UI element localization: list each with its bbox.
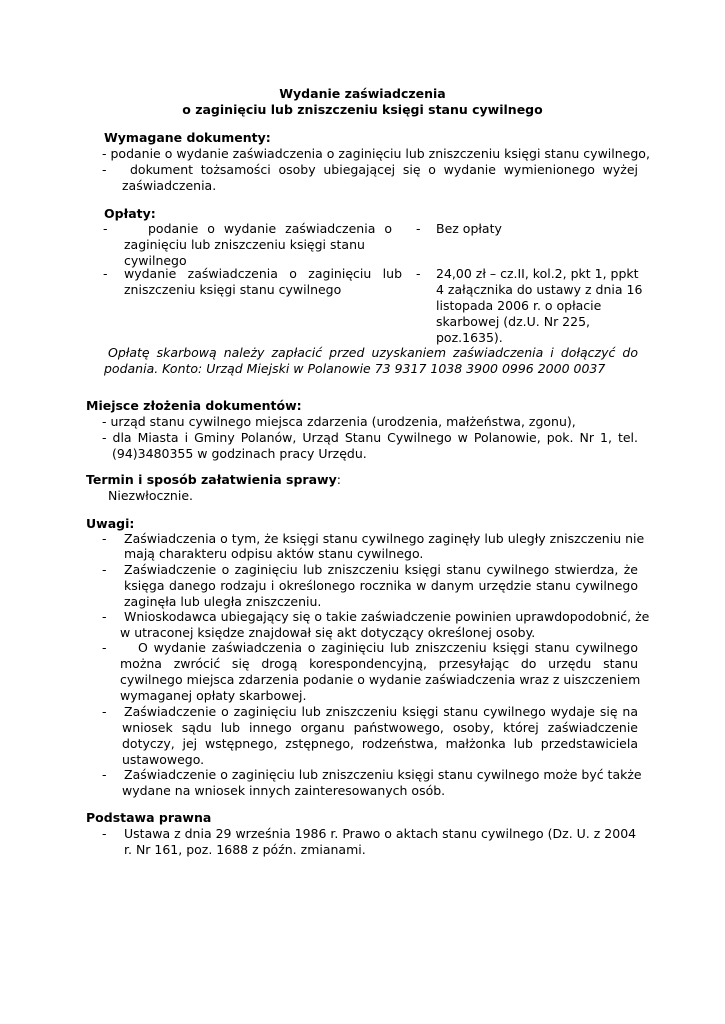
list-dash: - [103, 266, 108, 281]
note-3-line-2: w utraconej księdze znajdował się akt dotyczący określonej osoby. [120, 625, 536, 640]
required-doc-item-1: - podanie o wydanie zaświadczenia o zaginięciu lub zniszczeniu księgi stanu cywilnego, [102, 146, 650, 161]
list-dash: - [102, 562, 107, 577]
term-heading-text: Termin i sposób załatwienia sprawy [86, 472, 337, 487]
note-1-line-2: mają charakteru odpisu aktów stanu cywilnego. [124, 546, 424, 561]
title-line-2: o zaginięciu lub zniszczeniu księgi stanu cywilnego [182, 102, 543, 117]
place-item-1: - urząd stanu cywilnego miejsca zdarzenia (urodzenia, małżeństwa, zgonu), [102, 414, 576, 429]
note-6-line-1: Zaświadczenie o zaginięciu lub zniszczeniu księgi stanu cywilnego może być także [124, 767, 642, 782]
list-dash: - [102, 704, 107, 719]
fees-heading: Opłaty: [104, 206, 156, 221]
required-doc-item-2-line-1: dokument tożsamości osoby ubiegającej się o wydanie wymienionego wyżej [130, 162, 638, 177]
note-5-line-2: wniosek sądu lub innego organu państwowego, osoby, której zaświadczenie [122, 720, 638, 735]
term-heading-colon: : [336, 472, 341, 487]
place-heading: Miejsce złożenia dokumentów: [86, 398, 302, 413]
fee-row-1-desc-line-3: cywilnego [124, 253, 187, 268]
fee-row-2-desc-line-2: zniszczeniu księgi stanu cywilnego [124, 282, 342, 297]
note-1-line-1: Zaświadczenia o tym, że księgi stanu cywilnego zaginęły lub uległy zniszczeniu nie [124, 531, 645, 546]
note-2-line-1: Zaświadczenie o zaginięciu lub zniszczeniu księgi stanu cywilnego stwierdza, że [124, 562, 638, 577]
list-dash: - [416, 221, 421, 236]
title-line-1: Wydanie zaświadczenia [279, 86, 446, 101]
legal-heading: Podstawa prawna [86, 810, 212, 825]
fee-row-2-desc-line-1: wydanie zaświadczenia o zaginięciu lub [124, 266, 402, 281]
place-item-2-line-1: - dla Miasta i Gminy Polanów, Urząd Stanu Cywilnego w Polanowie, pok. Nr 1, tel. [102, 430, 638, 445]
fee-row-2-amount-line-5: poz.1635). [436, 330, 503, 345]
legal-line-2: r. Nr 161, poz. 1688 z późn. zmianami. [124, 842, 366, 857]
fee-row-1-amount: Bez opłaty [436, 221, 502, 236]
notes-heading: Uwagi: [86, 516, 135, 531]
fee-row-2-amount-line-1: 24,00 zł – cz.II, kol.2, pkt 1, ppkt [436, 266, 639, 281]
list-dash: - [102, 531, 107, 546]
term-heading [86, 472, 341, 488]
fee-row-2-amount-line-4: skarbowej (dz.U. Nr 225, [436, 314, 591, 329]
required-docs-heading: Wymagane dokumenty: [104, 130, 271, 145]
fee-row-2-amount-line-3: listopada 2006 r. o opłacie [436, 298, 602, 313]
list-dash: - [102, 640, 107, 655]
list-dash: - [102, 609, 107, 624]
note-6-line-2: wydane na wniosek innych zainteresowanych osób. [122, 783, 446, 798]
note-5-line-1: Zaświadczenie o zaginięciu lub zniszczeniu księgi stanu cywilnego wydaje się na [124, 704, 638, 719]
place-item-2-line-2: (94)3480355 w godzinach pracy Urzędu. [112, 446, 367, 461]
note-3-line-1: Wnioskodawca ubiegający się o takie zaświadczenie powinien uprawdopodobnić, że [124, 609, 650, 624]
note-4-line-2: można zwrócić się drogą korespondencyjną, przesyłając do urzędu stanu [120, 656, 638, 671]
fee-note-line-1: Opłatę skarbową należy zapłacić przed uzyskaniem zaświadczenia i dołączyć do [108, 345, 638, 360]
fee-note-line-2: podania. Konto: Urząd Miejski w Polanowie 73 9317 1038 3900 0996 2000 0037 [104, 361, 606, 376]
list-dash: - [103, 221, 108, 236]
list-dash: - [416, 266, 421, 281]
list-dash: - [102, 767, 107, 782]
note-2-line-3: zaginęła lub uległa zniszczeniu. [124, 594, 322, 609]
note-5-line-3: dotyczy, jej wstępnego, zstępnego, rodzeństwa, małżonka lub przedstawiciela [122, 736, 638, 751]
note-4-line-1: O wydanie zaświadczenia o zaginięciu lub zniszczeniu księgi stanu cywilnego [138, 640, 638, 655]
note-4-line-4: wymaganej opłaty skarbowej. [120, 688, 307, 703]
legal-line-1: Ustawa z dnia 29 września 1986 r. Prawo o aktach stanu cywilnego (Dz. U. z 2004 [124, 826, 637, 841]
term-value: Niezwłocznie. [108, 488, 193, 503]
fee-row-1-desc-line-2: zaginięciu lub zniszczeniu księgi stanu [124, 237, 365, 252]
required-doc-item-2-line-2: zaświadczenia. [122, 178, 217, 193]
list-dash: - [102, 826, 107, 841]
fee-row-1-desc-line-1: podanie o wydanie zaświadczenia o [148, 221, 392, 236]
fee-row-2-amount-line-2: 4 załącznika do ustawy z dnia 16 [436, 282, 643, 297]
note-2-line-2: księga danego rodzaju i określonego rocznika w danym urzędzie stanu cywilnego [124, 578, 638, 593]
note-5-line-4: ustawowego. [122, 752, 205, 767]
note-4-line-3: cywilnego miejsca zdarzenia podanie o wydanie zaświadczenia wraz z uiszczeniem [120, 672, 641, 687]
list-dash: - [102, 162, 107, 177]
